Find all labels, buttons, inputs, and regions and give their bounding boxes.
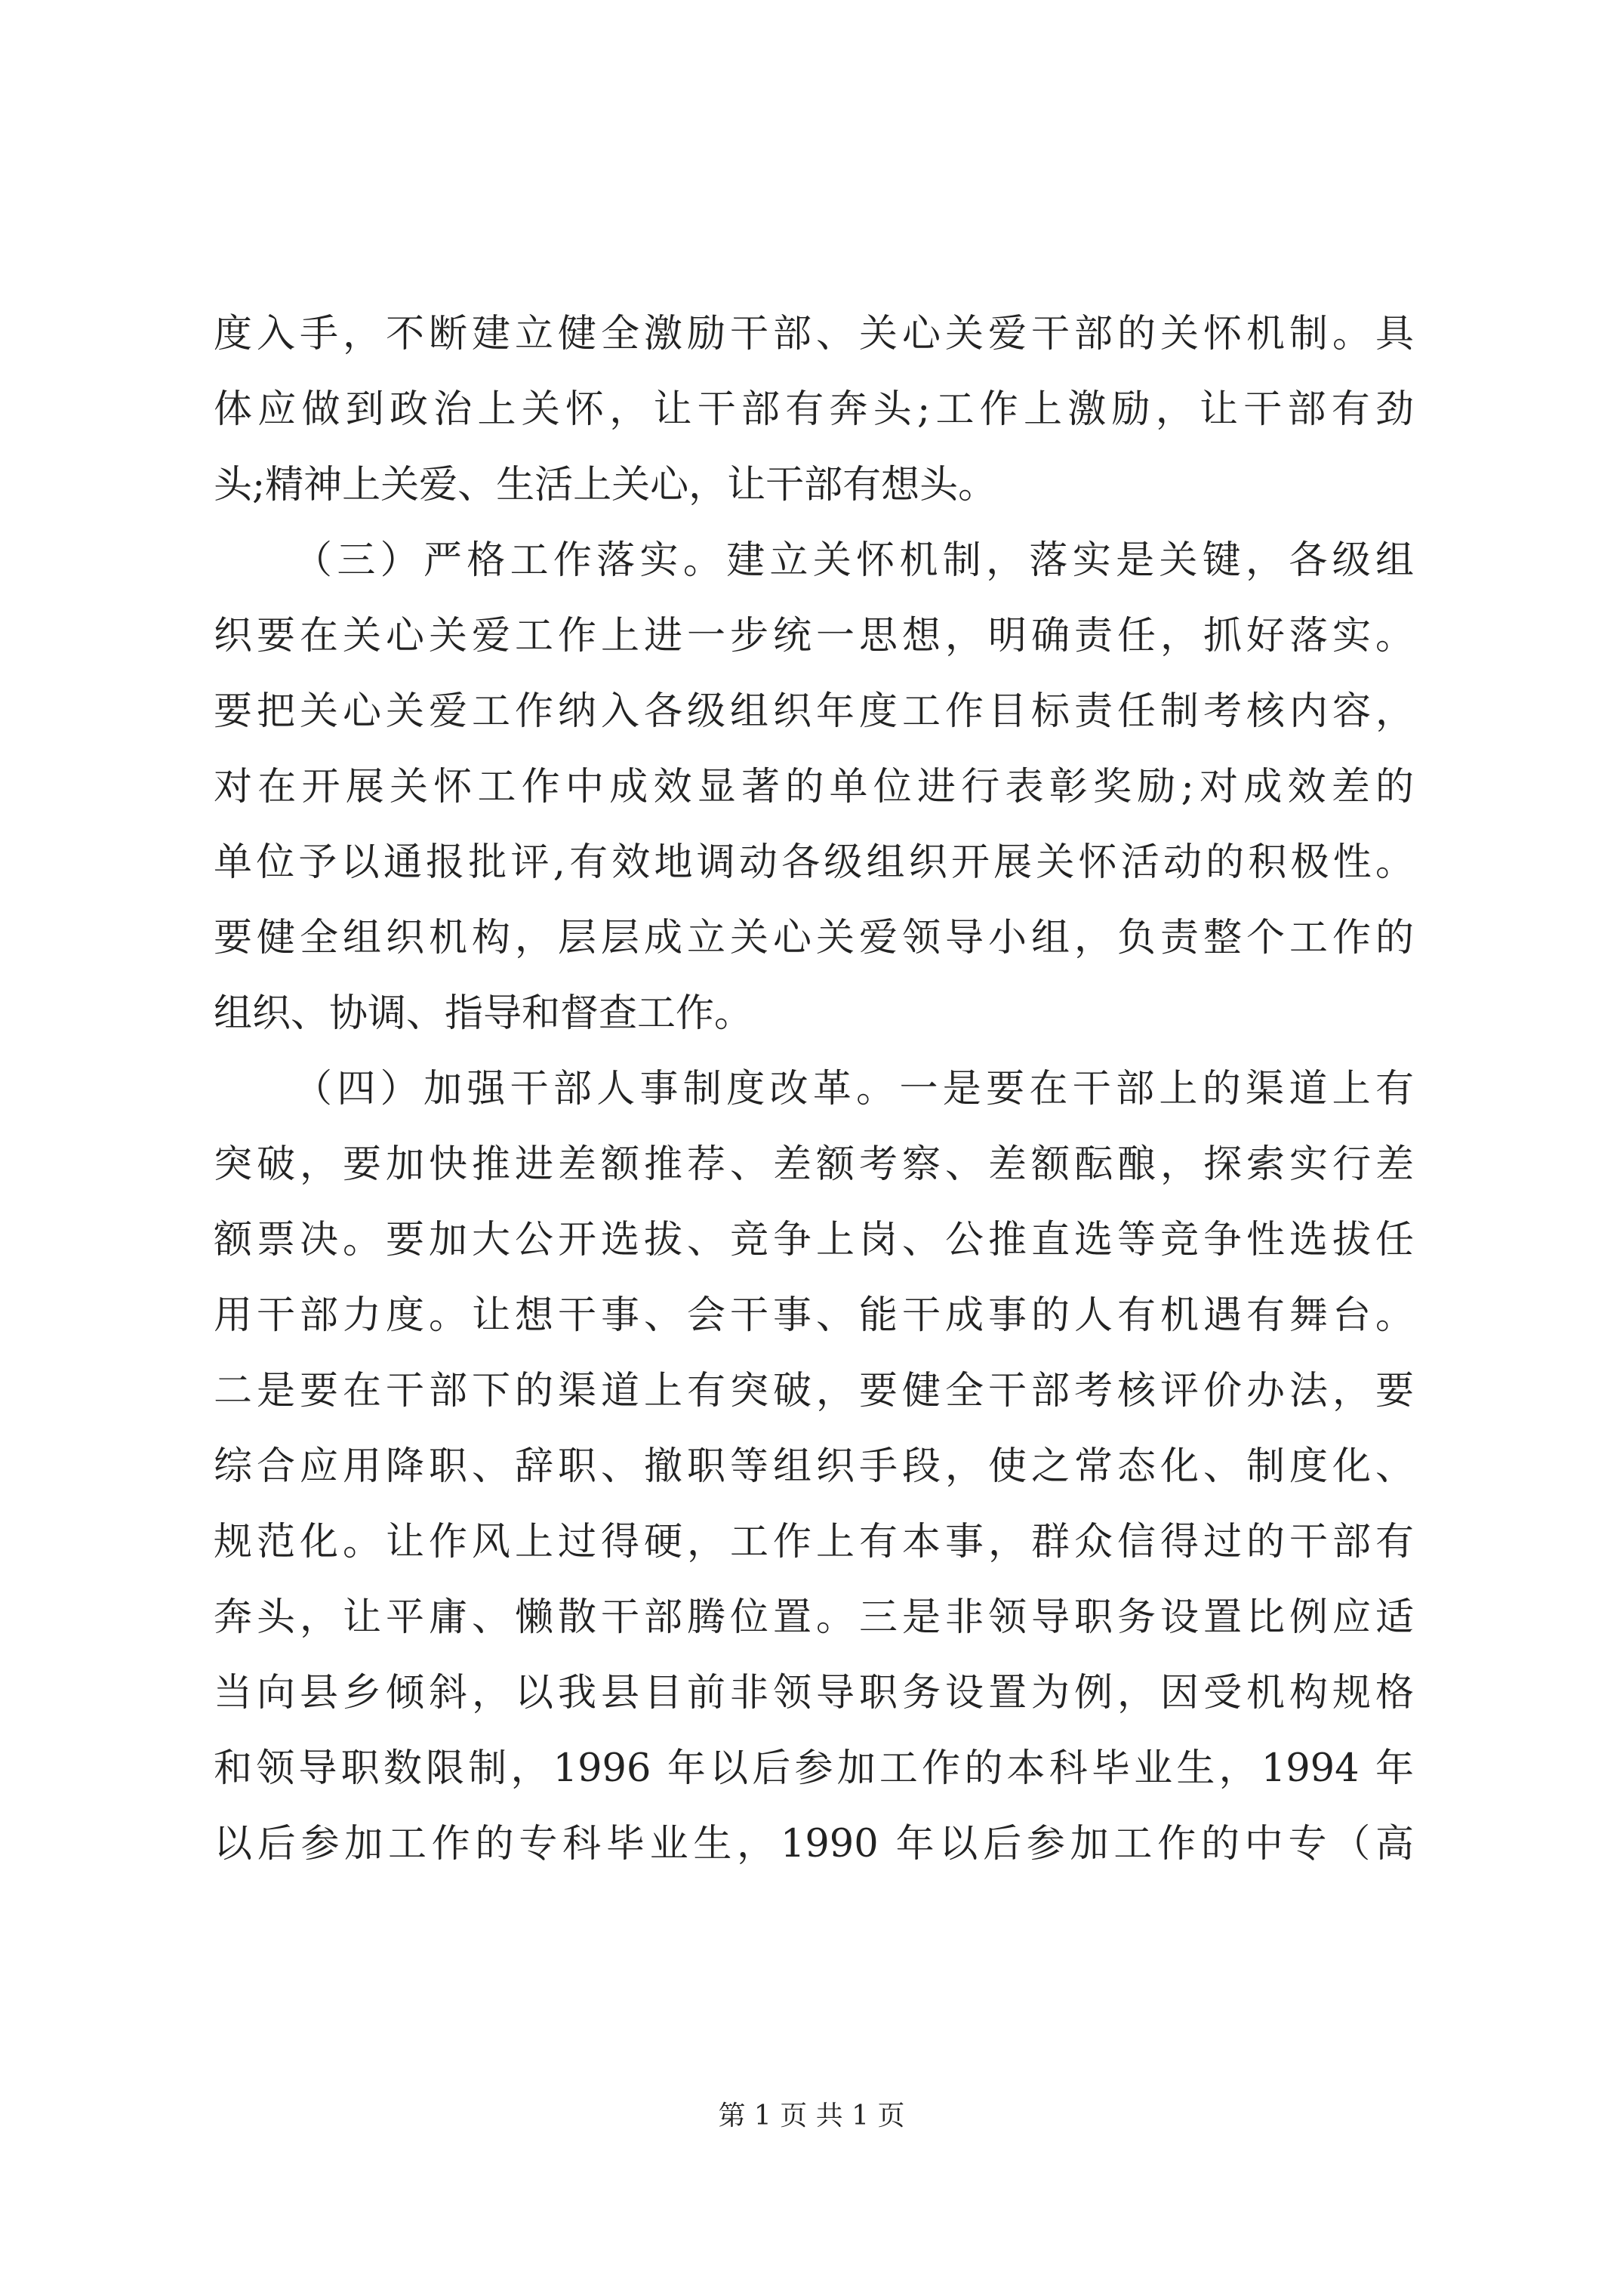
paragraph-3-line-7: 规范化。让作风上过得硬，工作上有本事，群众信得过的干部有 — [214, 1520, 1414, 1564]
page-number-footer: 第 1 页 共 1 页 — [718, 2100, 905, 2131]
paragraph-2-line-1: （三）严格工作落实。建立关怀机制，落实是关键，各级组 — [294, 538, 1414, 583]
paragraph-1-line-2: 体应做到政治上关怀，让干部有奔头;工作上激励，让干部有劲 — [214, 387, 1414, 432]
paragraph-2-line-5: 单位予以通报批评,有效地调动各级组织开展关怀活动的积极性。 — [214, 840, 1414, 885]
paragraph-3-line-4: 用干部力度。让想干事、会干事、能干成事的人有机遇有舞台。 — [214, 1293, 1414, 1338]
paragraph-2-line-6: 要健全组织机构，层层成立关心关爱领导小组，负责整个工作的 — [214, 916, 1414, 960]
paragraph-3-line-8: 奔头，让平庸、懒散干部腾位置。三是非领导职务设置比例应适 — [214, 1595, 1414, 1640]
paragraph-1-line-3: 头;精神上关爱、生活上关心，让干部有想头。 — [214, 463, 997, 507]
paragraph-2-line-7: 组织、协调、指导和督查工作。 — [214, 991, 753, 1036]
paragraph-3-line-3: 额票决。要加大公开选拔、竞争上岗、公推直选等竞争性选拔任 — [214, 1218, 1414, 1262]
paragraph-2-line-4: 对在开展关怀工作中成效显著的单位进行表彰奖励;对成效差的 — [214, 765, 1414, 809]
paragraph-3-line-6: 综合应用降职、辞职、撤职等组织手段，使之常态化、制度化、 — [214, 1444, 1414, 1489]
paragraph-3-line-1: （四）加强干部人事制度改革。一是要在干部上的渠道上有 — [294, 1067, 1414, 1111]
paragraph-3-line-5: 二是要在干部下的渠道上有突破，要健全干部考核评价办法，要 — [214, 1369, 1414, 1413]
paragraph-2-line-2: 织要在关心关爱工作上进一步统一思想，明确责任，抓好落实。 — [214, 614, 1414, 658]
paragraph-3-line-11: 以后参加工作的专科毕业生，1990 年以后参加工作的中专（高 — [214, 1822, 1414, 1866]
paragraph-3-line-9: 当向县乡倾斜，以我县目前非领导职务设置为例，因受机构规格 — [214, 1671, 1414, 1715]
paragraph-2-line-3: 要把关心关爱工作纳入各级组织年度工作目标责任制考核内容， — [214, 689, 1414, 734]
paragraph-1-line-1: 度入手，不断建立健全激励干部、关心关爱干部的关怀机制。具 — [214, 312, 1414, 356]
paragraph-3-line-2: 突破，要加快推进差额推荐、差额考察、差额酝酿，探索实行差 — [214, 1142, 1414, 1187]
paragraph-3-line-10: 和领导职数限制，1996 年以后参加工作的本科毕业生，1994 年 — [214, 1746, 1414, 1791]
